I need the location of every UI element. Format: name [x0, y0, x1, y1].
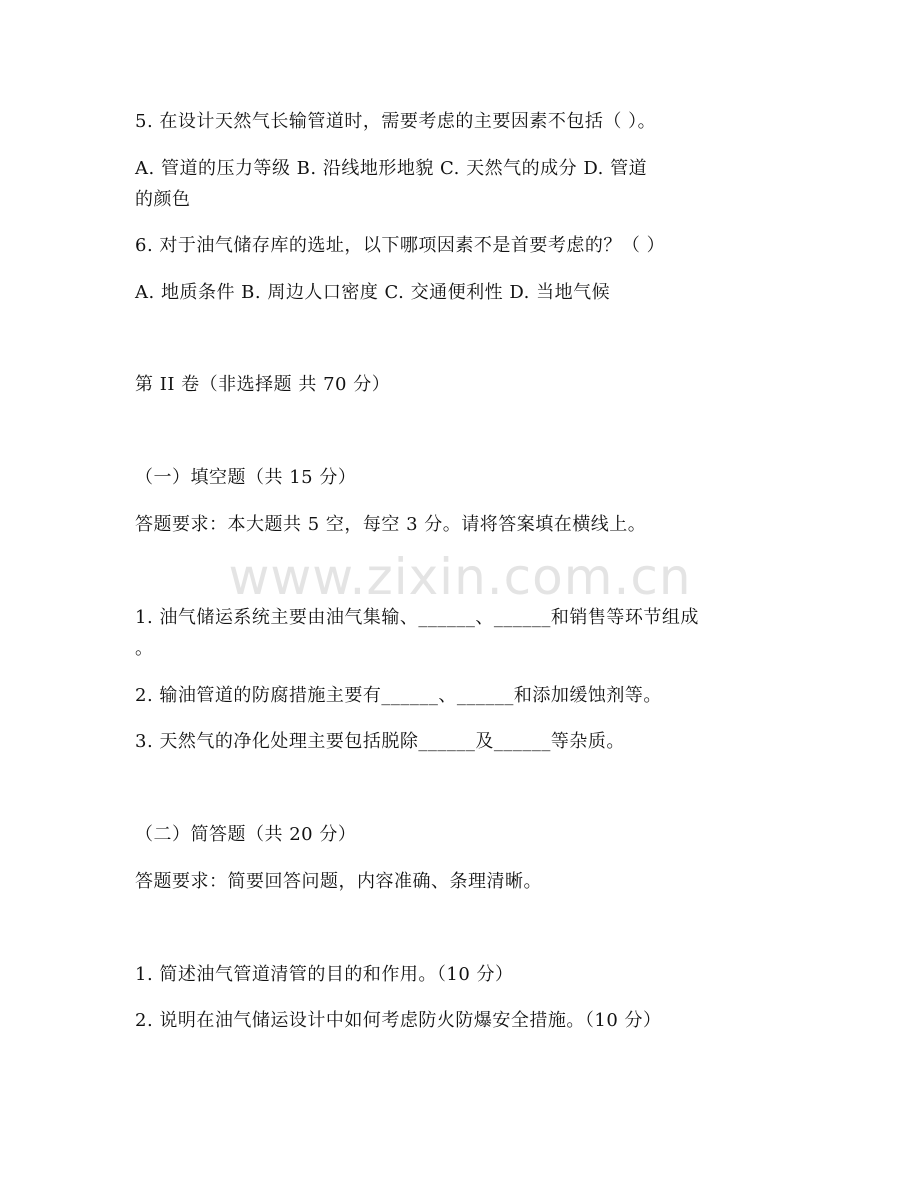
fill-blank-item-2: 2. 输油管道的防腐措施主要有______、______和添加缓蚀剂等。 [135, 685, 662, 706]
question-6-stem: 6. 对于油气储存库的选址，以下哪项因素不是首要考虑的？（ ） [135, 235, 666, 256]
section-short-answer-heading: （二）简答题（共 20 分） [135, 824, 357, 845]
watermark: www.zixin.com.cn [228, 548, 692, 606]
short-answer-item-2: 2. 说明在油气储运设计中如何考虑防火防爆安全措施。（10 分） [135, 1010, 662, 1031]
question-5-options: A. 管道的压力等级 B. 沿线地形地貌 C. 天然气的成分 D. 管道 [135, 158, 648, 179]
short-answer-item-1: 1. 简述油气管道清管的目的和作用。（10 分） [135, 964, 514, 985]
question-6-options: A. 地质条件 B. 周边人口密度 C. 交通便利性 D. 当地气候 [135, 282, 611, 303]
volume-2-title: 第 II 卷（非选择题 共 70 分） [135, 374, 391, 395]
fill-blank-item-1-continued: 。 [135, 638, 154, 659]
question-5-stem: 5. 在设计天然气长输管道时，需要考虑的主要因素不包括（ ）。 [135, 111, 657, 132]
fill-blank-item-3: 3. 天然气的净化处理主要包括脱除______及______等杂质。 [135, 731, 625, 752]
section-short-answer-requirement: 答题要求：简要回答问题，内容准确、条理清晰。 [135, 871, 542, 892]
question-5-options-continued: 的颜色 [135, 189, 191, 210]
fill-blank-item-1: 1. 油气储运系统主要由油气集输、______、______和销售等环节组成 [135, 607, 699, 628]
section-fill-blank-heading: （一）填空题（共 15 分） [135, 467, 357, 488]
section-fill-blank-requirement: 答题要求：本大题共 5 空，每空 3 分。请将答案填在横线上。 [135, 514, 647, 535]
